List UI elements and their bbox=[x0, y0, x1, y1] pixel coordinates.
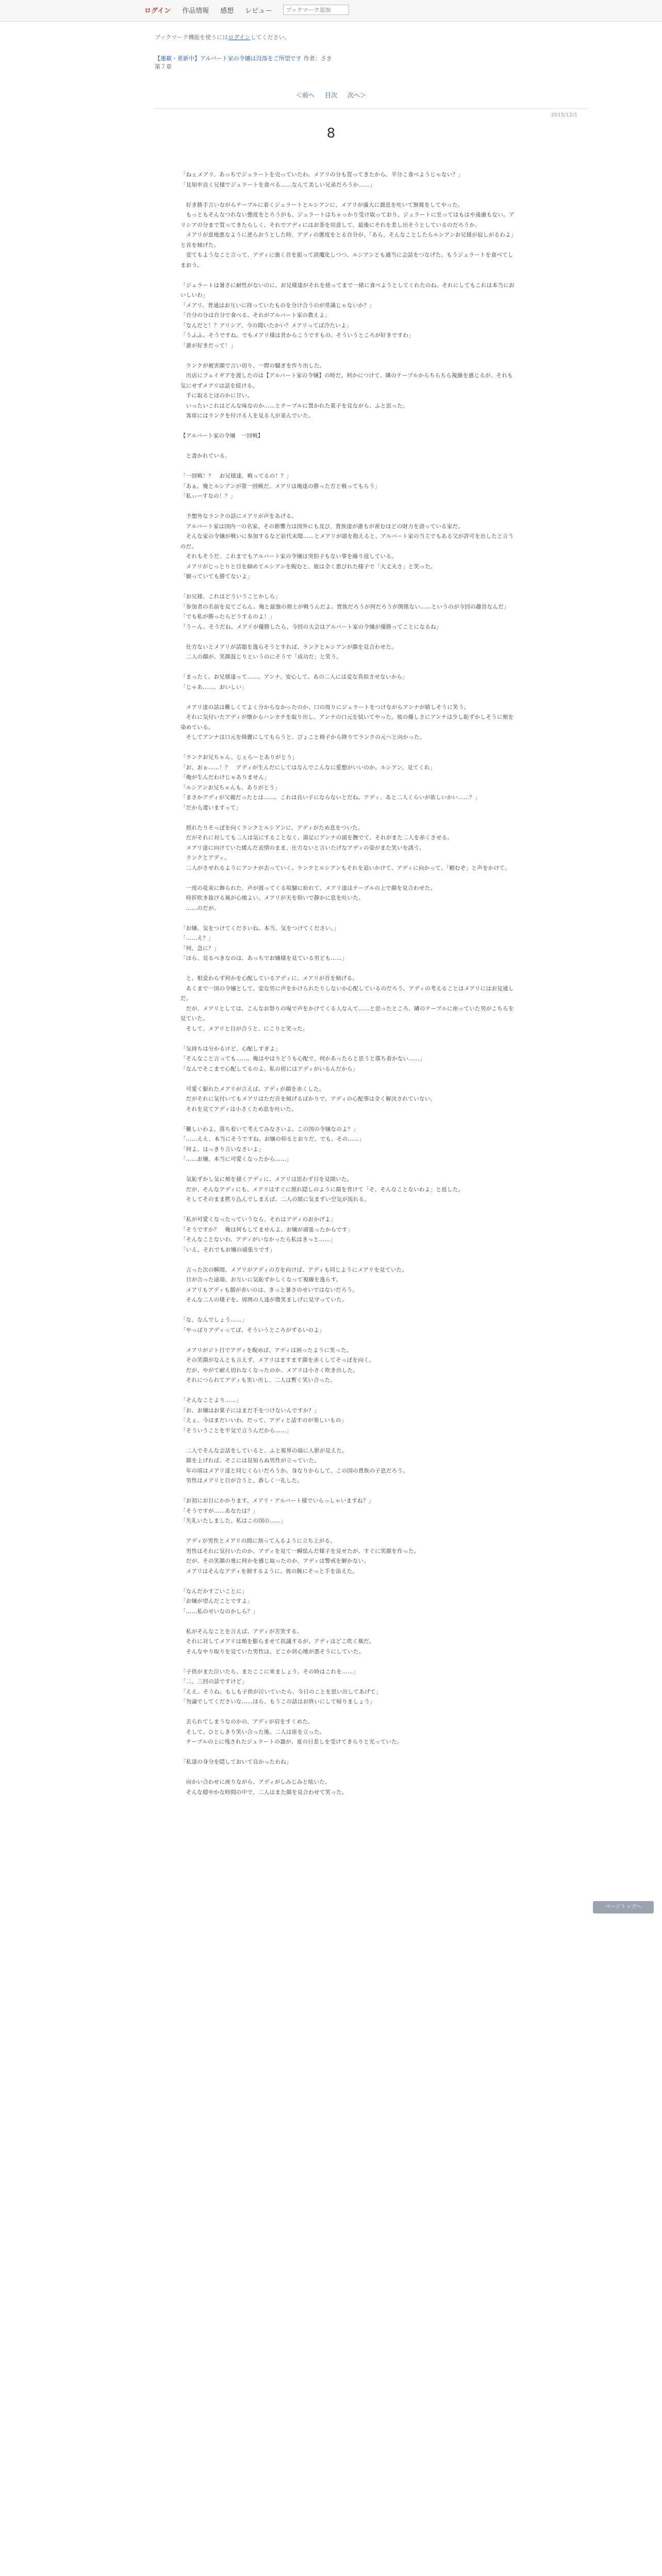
novel-paragraph: 「気持ちは分かるけど、心配しすぎよ」 「そんなこと言っても……。俺はやはりどうも心配で、何かあったらと思うと落ち着かない……」 「なんでそこまで心配してるのよ。私の傍にはアディがいるんだから」 bbox=[180, 1045, 425, 1072]
novel-paragraph: 一度の花束に飾られた、声が渡ってくる喧騒に紛れて、メアリ達はテーブルの上で顔を見合わせた。 時折吹き抜ける風が心地よい。メアリが天を仰いで静かに息を吐いた。 ……のだが。 bbox=[186, 885, 436, 911]
top-navbar bbox=[0, 0, 662, 22]
novel-paragraph: 「ねぇメアリ、あっちでジュラートを売っていたわ。メアリの分も買ってきたから、半分こ食べようじゃない？」 「見知申良く兄様でジュラートを食べる……なんて美しい兄弟だろうか……」 bbox=[180, 172, 464, 188]
series-info bbox=[155, 55, 516, 71]
episode-label: 第７章 bbox=[155, 63, 172, 70]
novel-paragraph: 予想外なランクの話にメアリが声をあげる。 アルバート家は国内一の名家、その影響力は国外にも及び、貴族達が誰もが羨むほどの財力を誇っている家だ。 そんな家の令嬢が戦いに参加するなど前代未聞……とメアリが頭を抱えると、アルバート家の当主でもある父が許可を出したと言うのだ。 それもそうだ、これまでもアルバート家の令嬢は突拍子もない事を繰り返している。 メアリがじっとりと目を細めてルシアンを睨むと、彼は全く悪びれた様子で「大丈夫さ」と笑った。 「願っていても勝てないよ」 bbox=[180, 513, 514, 580]
novel-paragraph: 二人でそんな会話をしていると、ふと視界の端に人影が見えた。 顔を上げれば、そこには見知らぬ男性が立っていた。 年の頃はメアリ達と同じくらいだろうか。身なりからして、この国の貴族の子息だろう。 男性はメアリと目が合うと、恭しく一礼した。 bbox=[186, 1447, 409, 1484]
novel-paragraph: 照れたりそっぽを向くランクとルシアンに、アディがため息をついた。 だがそれに対しても二人は気にすることなく、満足にアンナの頭を撫でて、それがまた二人を赤くさせる。 メアリ達に向けていた緩んだ表情のまま、仕方ないと言いたげなアディの姿がまた笑いを誘う。 ランクとアディ。 二人がさせれるようにアンナが去っていく。ランクとルシアンもそれを追いかけて、アディに向かって、「頼むぞ」と声をかけて。 bbox=[186, 824, 510, 871]
series-title-link[interactable]: 【連載・更新中】アルバート家の令嬢は没落をご所望です bbox=[155, 55, 302, 62]
novel-paragraph: 仕方ないとメアリが話題を逸らそうとすれば、ランクとルシアンが顔を見合わせた。 二人の顔が、笑顔混じりというのにそうで「成功だ」と笑う。 bbox=[186, 643, 397, 660]
novel-paragraph: ランクが被害顔で言い切り、一際の騒ぎを作り出した。 出店にフェイギアを渡したのは【アルバート家の令嬢】の時だ。何かにつけて、隣のテーブルからちらちら視線を感じるが、それも気にせずメアリは話を続ける。 手に取るとほのかに甘い。 いったいこれはどんな味なのか……とテーブルに置かれた菓子を見ながら、ふと思った。 客席にはランクを付ける人を見る人が並んでいた。 bbox=[180, 362, 513, 419]
novel-paragraph: 「私達の身分を隠しておいて良かったわね」 bbox=[180, 1759, 292, 1765]
novel-paragraph: 私がそんなことを言えば、アディが苦笑する。 それに対してメアリは頬を膨らませて抗議するが、アディはどこ吹く風だ。 そんなやり取りを見ていた男性は、どこか居心地が悪そうにしていた。 bbox=[186, 1628, 375, 1655]
novel-paragraph: と、相変わらず何かを心配しているアディに、メアリが首を傾げる。 あくまで一国の令嬢として、変な男に声をかけられたりしないか心配しているのだろう。アディの考えることはメアリにはお見通しだ。 だが、メアリとしては、こんなお祭りの場で声をかけてくる人なんて……と思ったところ、隣のテーブルに座っていた男がこちらを見ていた。 そして、メアリと目が合うと、にこりと笑った。 bbox=[180, 975, 514, 1032]
novel-paragraph: 「まったく、お兄様達って……。アンナ、安心して。あの二人には変な真似させないから」 「じゃあ……、おいしい」 bbox=[180, 674, 408, 690]
novel-paragraph: 去られてしまうなのかの、アディが肩をすくめた。 そして、ひとしきり笑い合った後、二人は席を立った。 テーブルの上に残されたジュラートの器が、夏の日差しを受けてきらりと光っていた。 bbox=[186, 1719, 403, 1745]
novel-paragraph: 気恥ずかし気に頬を掻くアディに、メアリは思わず目を見開いた。 だが、そんなアディにも、メアリはすぐに照れ隠しのように顔を背けて「そ、そんなことないわよ」と返した。 そしてそのまま黙り込んでしまえば、二人の間に気まずい空気が流れる。 bbox=[186, 1176, 464, 1202]
novel-paragraph: 【アルバート家の令嬢 一回戦】 bbox=[180, 433, 263, 439]
page-top-button[interactable]: ページトップへ bbox=[593, 1901, 654, 1913]
novel-paragraph: 「一回戦！？ お兄様達、戦ってるの！？」 「あぁ。俺とルシアンが第一回戦だ。メアリは俺達の勝った方と戦ってもらう」 「私ぃーすなの！？」 bbox=[180, 473, 380, 499]
notice-suffix: してください。 bbox=[250, 34, 290, 41]
chapter-number: 8 bbox=[326, 126, 336, 141]
novel-paragraph: 「お兄様、これはどういうことかしら」 「参加者の名前を見てごらん。俺と最強の剣士が戦うんだよ。貴族だろうが何だろうが関係ない……というのが今回の趣旨なんだ」 「でも私が勝ったらどうするのよ！」 「うーん、そうだね。メアリが優勝したら、今回の大会はアルバート家の令嬢が優勝ってことになるね」 bbox=[180, 594, 509, 630]
index-link[interactable]: 目次 bbox=[324, 92, 337, 99]
novel-paragraph: 「な、なんでしょう……」 「やっぱりアディってば、そういうところがずるいのよ」 bbox=[180, 1317, 325, 1333]
novel-paragraph: 「子供がまた泣いたら、またここに来ましょう。その時はこれを……」 「二、三回の話ですけど」 「ええ、そうね。もしも子供が泣いていたら、今日のことを思い出してあげて」 「勿論でしてくださいな……ほら、もうこの話はお終いにして帰りましょう」 bbox=[180, 1668, 382, 1705]
novel-paragraph: 好き勝手言いながらテーブルに着くジュラートとルシアンに、メアリが盛大に溜息を吐いて無視をしてやった。 もっともそんなつれない態度をとろうがも、ジュラートはちゃっかり受け取っており、ジュラートに至ってはもはや遠慮もない。アリシアの分まで買ってきたらしく、それでアディにはお茶を用意して、最後にそれを差し出そうとしているのだろうか。 メアリが意地悪なように逆らおうとした時、アディの態度をとる自分が、「あら、そんなことしたらルシアンお兄様が寂しがるわよ」と首を傾げた。 変てもようなこと言って、アディに強く首を振って誤魔化しつつ、ルシアンとも適当に会話をつなげた。もうジュラートを食べてしまおう。 bbox=[180, 201, 515, 268]
novel-paragraph: 「難しいわよ、落ち着いて考えてみなさいよ。この国の令嬢なのよ？」 「……ええ、本当にそうですね。お嬢の仰るとおりだ。でも、その……」 「何よ、はっきり言いなさいよ」 「……お嬢、本当に可愛くなったから……」 bbox=[180, 1126, 365, 1162]
login-button[interactable]: ログイン bbox=[144, 7, 171, 15]
next-chapter-link[interactable]: 次へ＞ bbox=[347, 92, 367, 99]
bookmark-input[interactable] bbox=[283, 5, 349, 15]
novel-paragraph: 可愛く膨れたメアリが言えば、アディが顔を赤くした。 だがそれに気付いてもメアリはただ首を傾げるばかりで、アディの心配事は全く解決されていない。 それを見てアディは小さくため息を吐いた。 bbox=[186, 1086, 436, 1112]
prev-chapter-link[interactable]: ＜前へ bbox=[295, 92, 315, 99]
novel-paragraph: 「お嬢、気をつけてくださいね。本当、気をつけてください。」 「……え？」 「何、急に？」 「ほら、見るべきなのは、あっちでお嬢様を見ている男ども……」 bbox=[180, 925, 347, 961]
novel-paragraph: 言った次の瞬間、メアリがアディの方を向けば、アディも同じようにメアリを見ていた。 目が合った途端、お互いに気恥ずかしくなって視線を逸らす。 メアリもアディも顔が赤いのは、きっと暑さのせいではないだろう。 そんな二人の様子を、周囲の人達が微笑ましげに見守っていた。 bbox=[186, 1266, 408, 1303]
nav-link-impressions[interactable]: 感想 bbox=[220, 7, 234, 15]
notice-prefix: ブックマーク機能を使うには bbox=[155, 34, 228, 41]
chapter-pager-top bbox=[0, 91, 662, 99]
novel-paragraph: 向かい合わせに座りながら、アディがしみじみと呟いた。 そんな穏やかな時間の中で、二人はまた顔を見合わせて笑った。 bbox=[186, 1779, 347, 1795]
series-author[interactable]: 作者：さき bbox=[303, 55, 332, 62]
novel-paragraph: アディが男性とメアリの間に割って入るように立ち上がる。 男性はそれに気付いたのか、アディを見て一瞬怯んだ様子を見せたが、すぐに笑顔を作った。 だが、その笑顔の奥に何かを感じ取ったのか、アディは警戒を解かない。 メアリはそんなアディを制するように、彼の腕にそっと手を添えた。 bbox=[186, 1538, 420, 1574]
post-date: 2015/12/1 bbox=[551, 112, 577, 118]
novel-paragraph: 「ジュラートは暑さに耐性がないのに、お兄様達がそれを使ってまで一緒に食べようとしてくれたのね。それにしてもこれは本当においしいわ」 「メアリ、普通はお互いに持っていたものを分け合うのが常識じゃないか？」 「自分の分は自分で食べる。それがアルバート家の教えよ」 「なんだと！？アリシア、今の聞いたかい？メアリってば冷たいよ」 「うふふ、そうですね。でもメアリ様は昔からこうですもの。そういうところが好きですわ」 「誰が好きだって！」 bbox=[180, 282, 515, 349]
novel-body bbox=[180, 170, 516, 1808]
novel-paragraph: 「ランクお兄ちゃん、じぇらーとありがとう」 「お、おぉ……！？ アディが生んだにしてはなんでこんなに愛想がいいのか。ルシアン、見てくれ」 「俺が生んだわけじゃありません」 「ルシアンお兄ちゃんも、ありがとう」 「まさかアディが父親だったとは……。これは良い子にならないとだね。アディ、あと二人くらいが欲しいかい……？」 「だから違いますって」 bbox=[180, 754, 481, 811]
header-divider bbox=[155, 108, 588, 109]
navbar-inner bbox=[144, 5, 349, 15]
novel-paragraph: と書かれている。 bbox=[180, 453, 231, 459]
novel-paragraph: メアリがジト目でアディを睨めば、アディは困ったように笑った。 その笑顔がなんとも言えず、メアリはますます顔を赤くしてそっぽを向く。 だが、やがて耐え切れなくなったのか、メアリは小さく吹き出した。 それにつられてアディも笑い出し、二人は暫く笑い合った。 bbox=[186, 1347, 375, 1383]
novel-paragraph: 「なんだかすごいことに」 「お嬢が望んだことですよ」 「……私のせいなのかしら？」 bbox=[180, 1588, 259, 1615]
bookmark-notice bbox=[155, 33, 290, 41]
novel-paragraph: メアリ達の話は難しくてよく分からなかったのか、口の周りにジュラートをつけながらアンナが嬉しそうに笑う。 それに気付いたアディが懐からハンカチを取り出し、アンナの口元を拭いてやった。彼の優しさにアンナは少し恥ずかしそうに頬を染めている。 そしてアンナは口元を綺麗にしてもらうと、ぴょこと椅子から降りてランクの元へと向かった。 bbox=[180, 704, 514, 740]
nav-link-review[interactable]: レビュー bbox=[245, 7, 272, 15]
novel-paragraph: 「そんなことより……」 「お、お嬢はお菓子にはまだ手をつけないんですか？」 「えぇ、今はまだいいわ。だって、アディと話すのが楽しいもの」 「そういうことを平気で言うんだから……」 bbox=[180, 1397, 347, 1434]
novel-paragraph: 「お初にお目にかかります。メアリ・アルバート様でいらっしゃいますね？」 「そうですが……あなたは？」 「失礼いたしました。私はこの国の……」 bbox=[180, 1498, 374, 1524]
novel-paragraph: 「私が可愛くなったっていうなら、それはアディのおかげよ」 「そうですか？ 俺は何もしてませんよ。お嬢が頑張ったからです」 「そんなことないわ、アディがいなかったら私はきっと……」 「いえ、それでもお嬢の頑張りです」 bbox=[180, 1216, 353, 1253]
notice-login-link[interactable]: ログイン bbox=[228, 34, 251, 41]
nav-link-info[interactable]: 作品情報 bbox=[182, 7, 209, 15]
